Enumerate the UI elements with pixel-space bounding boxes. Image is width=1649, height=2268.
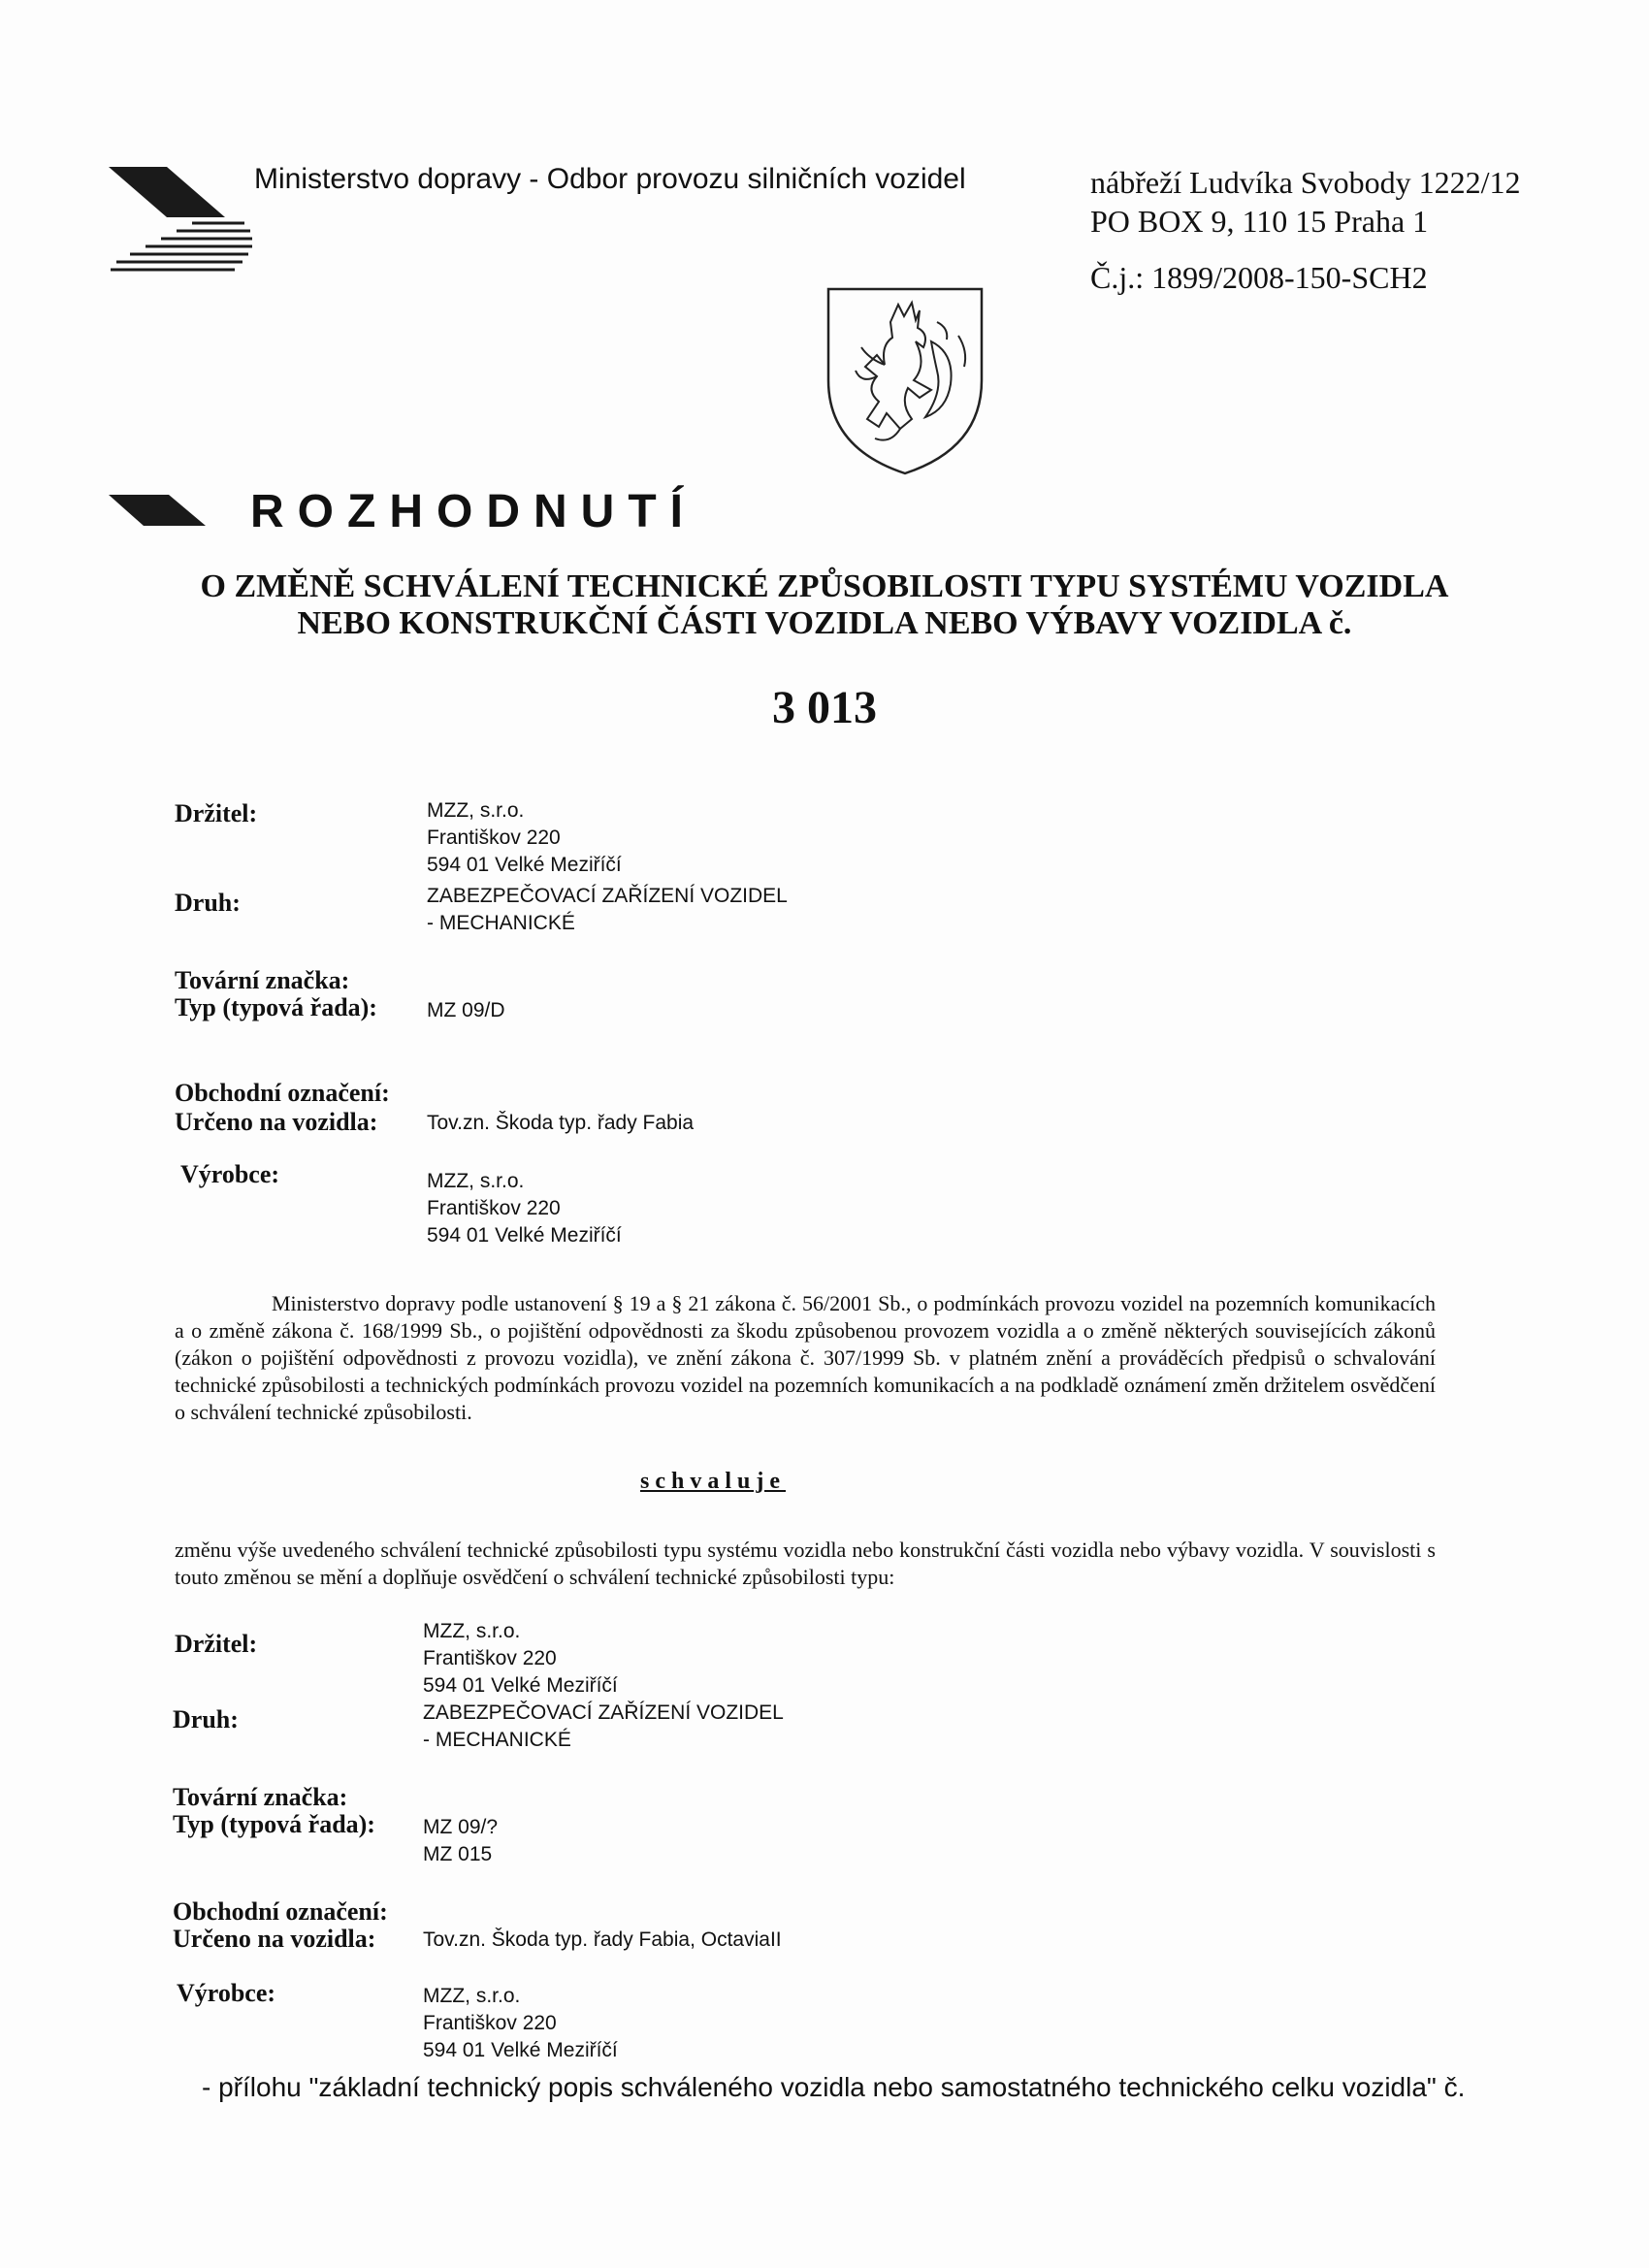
brand-label-new: Tovární značka: xyxy=(173,1783,348,1811)
holder-name-new: MZZ, s.r.o. xyxy=(423,1620,521,1642)
holder-city-new: 594 01 Velké Meziříčí xyxy=(423,1674,618,1697)
kind-line-1: ZABEZPEČOVACÍ ZAŘÍZENÍ VOZIDEL xyxy=(427,885,788,907)
state-crest-icon xyxy=(823,283,987,477)
kind-label: Druh: xyxy=(175,889,241,917)
kind-label-new: Druh: xyxy=(173,1705,239,1733)
holder-name: MZZ, s.r.o. xyxy=(427,799,525,822)
address-line-2: PO BOX 9, 110 15 Praha 1 xyxy=(1090,204,1429,239)
type-value xyxy=(427,997,505,1024)
manufacturer-value-new xyxy=(423,1983,618,2064)
intended-for-label-new: Určeno na vozidla: xyxy=(173,1925,376,1953)
title-arrow-icon xyxy=(109,493,206,528)
address-line-1: nábřeží Ludvíka Svobody 1222/12 xyxy=(1090,165,1521,200)
manufacturer-value xyxy=(427,1168,622,1249)
type-value-new xyxy=(423,1814,498,1868)
manufacturer-name: MZZ, s.r.o. xyxy=(427,1170,525,1192)
manufacturer-city: 594 01 Velké Meziříčí xyxy=(427,1224,622,1247)
type-line-2-new: MZ 015 xyxy=(423,1843,493,1865)
type-label: Typ (typová řada): xyxy=(175,993,377,1021)
type-label-new: Typ (typová řada): xyxy=(173,1810,375,1838)
kind-line-2-new: - MECHANICKÉ xyxy=(423,1729,571,1751)
manufacturer-street-new: Františkov 220 xyxy=(423,2012,557,2034)
holder-street-new: Františkov 220 xyxy=(423,1647,557,1669)
trade-name-label: Obchodní označení: xyxy=(175,1079,390,1107)
reference-number: Č.j.: 1899/2008-150-SCH2 xyxy=(1090,260,1428,295)
holder-city: 594 01 Velké Meziříčí xyxy=(427,854,622,876)
kind-line-2: - MECHANICKÉ xyxy=(427,912,575,934)
approves-heading: schvaluje xyxy=(640,1469,786,1494)
manufacturer-label-new: Výrobce: xyxy=(177,1979,276,2007)
change-paragraph: změnu výše uvedeného schválení technické způsobilosti typu systému vozidla nebo konstrukční části vozidla nebo výbavy vozidla. V souvislosti s touto změnou se mění a doplňuje osvědčení o schválení technické způsobilosti typu: xyxy=(175,1538,1436,1589)
kind-line-1-new: ZABEZPEČOVACÍ ZAŘÍZENÍ VOZIDEL xyxy=(423,1701,784,1724)
holder-street: Františkov 220 xyxy=(427,826,561,849)
trade-name-label-new: Obchodní označení: xyxy=(173,1897,388,1926)
intended-for-value-new: Tov.zn. Škoda typ. řady Fabia, OctaviaII xyxy=(423,1928,782,1951)
type-line-1-new: MZ 09/? xyxy=(423,1816,499,1838)
ministry-address xyxy=(1090,163,1520,241)
ministry-logo xyxy=(109,163,254,279)
legal-basis-paragraph: Ministerstvo dopravy podle ustanovení § 19 a § 21 zákona č. 56/2001 Sb., o podmínkách provozu vozidel na pozemních komunikacích a o změně zákona č. 168/1999 Sb., o pojištění odpovědnosti za škodu způsobenou provozem vozidla a o změně některých souvisejících zákonů (zákon o pojištění odpovědnosti z provozu vozidla), ve znění zákona č. 307/1999 Sb. v platném znění a prováděcích předpisů o schvalování technické způsobilosti a technických podmínkách provozu vozidel na pozemních komunikacích a na podkladě oznámení změn držitelem osvědčení o schválení technické způsobilosti. xyxy=(175,1291,1436,1424)
manufacturer-label: Výrobce: xyxy=(180,1160,280,1188)
intended-for-value: Tov.zn. Škoda typ. řady Fabia xyxy=(427,1112,695,1134)
manufacturer-name-new: MZZ, s.r.o. xyxy=(423,1985,521,2007)
holder-value xyxy=(427,797,622,879)
decision-subtitle-line-1: O ZMĚNĚ SCHVÁLENÍ TECHNICKÉ ZPŮSOBILOSTI TYPU SYSTÉMU VOZIDLA xyxy=(200,568,1449,604)
decision-number: 3 013 xyxy=(772,682,877,733)
intended-for-label: Určeno na vozidla: xyxy=(175,1108,378,1136)
brand-label: Tovární značka: xyxy=(175,966,350,994)
manufacturer-street: Františkov 220 xyxy=(427,1197,561,1219)
type-line-1: MZ 09/D xyxy=(427,999,505,1021)
manufacturer-city-new: 594 01 Velké Meziříčí xyxy=(423,2039,618,2061)
annex-line: - přílohu "základní technický popis schváleného vozidla nebo samostatného technického celku vozidla" č. xyxy=(202,2072,1466,2102)
kind-value xyxy=(427,883,788,937)
holder-label: Držitel: xyxy=(175,799,258,827)
ministry-name: Ministerstvo dopravy - Odbor provozu silničních vozidel xyxy=(254,163,966,195)
decision-title: ROZHODNUTÍ xyxy=(250,486,696,537)
holder-value-new xyxy=(423,1618,618,1700)
kind-value-new xyxy=(423,1700,784,1754)
decision-subtitle-line-2: NEBO KONSTRUKČNÍ ČÁSTI VOZIDLA NEBO VÝBAVY VOZIDLA č. xyxy=(297,605,1352,641)
holder-label-new: Držitel: xyxy=(175,1630,258,1658)
